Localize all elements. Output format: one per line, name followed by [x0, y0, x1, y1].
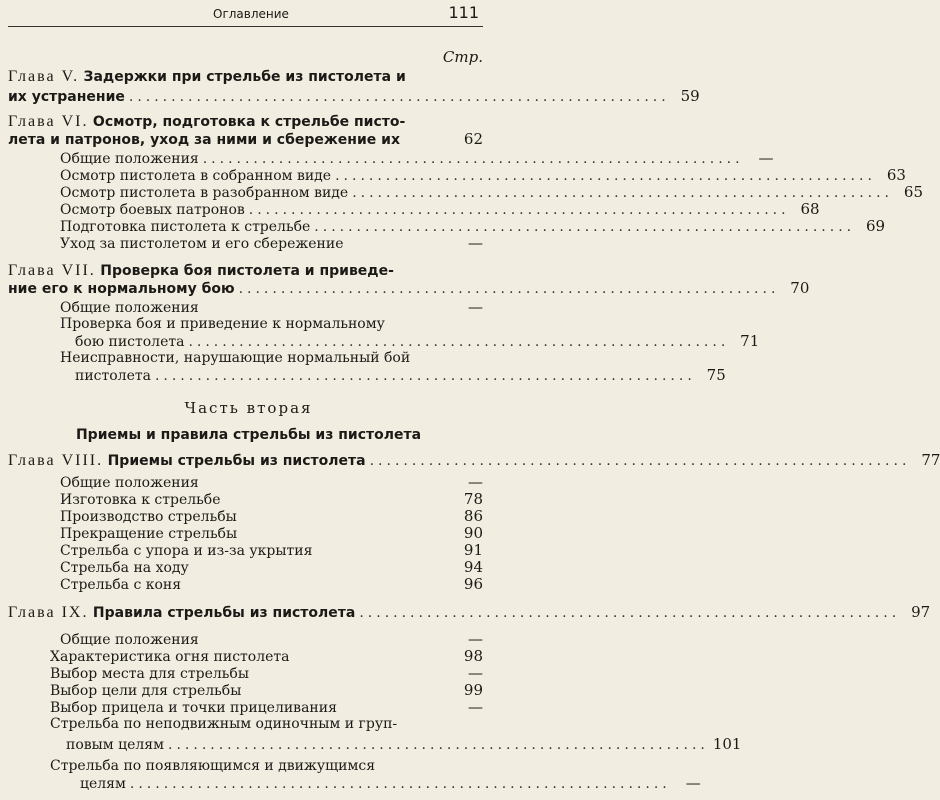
list-item: Изготовка к стрельбе 78 — [60, 490, 483, 508]
chapter-8-page: 77 — [921, 451, 940, 469]
list-item: Осмотр пистолета в разобранном виде ................................................................ 65 — [60, 183, 923, 201]
chapter-9-title: Глава IX. Правила стрельбы из пистолета ................................................................ 97 — [8, 603, 931, 621]
list-item: Уход за пистолетом и его сбережение — — [60, 234, 483, 252]
list-item: Выбор места для стрельбы — — [50, 664, 483, 682]
dot-leader: ................................................................ — [128, 89, 670, 105]
list-item: Стрельба с упора и из-за укрытия 91 — [60, 541, 483, 559]
chapter-7-title-line2: ние его к нормальному бою ................................................................ 70 — [8, 279, 810, 297]
chapter-5-title-line2: их устранение ................................................................ 59 — [8, 87, 700, 105]
list-item: Осмотр пистолета в собранном виде ................................................................ 63 — [60, 166, 906, 184]
chapter-6-page: 62 — [463, 130, 483, 148]
list-item-continuation: бою пистолета ................................................................ 71 — [75, 332, 760, 350]
chapter-9-page: 97 — [911, 603, 931, 621]
chapter-8-label: Глава VIII. — [8, 452, 104, 469]
list-item-continuation: повым целям ................................................................ 101 — [66, 735, 742, 753]
list-item: Подготовка пистолета к стрельбе ................................................................ 69 — [60, 217, 886, 235]
list-item: Стрельба по появляющимся и движущимся — [50, 758, 376, 774]
chapter-5-page: 59 — [680, 87, 700, 105]
part-subtitle: Приемы и правила стрельбы из пистолета — [75, 427, 422, 443]
list-item-continuation: пистолета ................................................................ 75 — [75, 366, 726, 384]
page-column-label: Стр. — [442, 48, 483, 66]
list-item-continuation: целям ................................................................ — — [80, 774, 701, 792]
list-item: Общие положения — — [60, 473, 483, 491]
page-number: 111 — [448, 3, 479, 22]
header-title: Оглавление — [213, 7, 289, 21]
list-item: Общие положения — — [60, 298, 483, 316]
list-item: Стрельба по неподвижным одиночным и груп- — [50, 716, 398, 732]
list-item: Неисправности, нарушающие нормальный бой — [60, 350, 411, 366]
list-item: Общие положения — — [60, 630, 483, 648]
chapter-5-title-line1: Глава V. Задержки при стрельбе из пистолета и — [8, 68, 406, 85]
list-item: Общие положения ................................................................ — — [60, 149, 774, 167]
chapter-8-title: Глава VIII. Приемы стрельбы из пистолета ................................................................ 77 — [8, 451, 940, 469]
chapter-9-label: Глава IX. — [8, 604, 89, 621]
list-item: Осмотр боевых патронов ................................................................ 68 — [60, 200, 820, 218]
chapter-6-title-line2: лета и патронов, уход за ними и сбережение их 62 — [8, 130, 483, 148]
list-item: Стрельба с коня 96 — [60, 575, 483, 593]
list-item: Прекращение стрельбы 90 — [60, 524, 483, 542]
list-item: Проверка боя и приведение к нормальному — [60, 316, 385, 332]
list-item: Характеристика огня пистолета 98 — [50, 647, 483, 665]
list-item: Производство стрельбы 86 — [60, 507, 483, 525]
chapter-7-title-line1: Глава VII. Проверка боя пистолета и приведе- — [8, 262, 394, 279]
list-item: Стрельба на ходу 94 — [60, 558, 483, 576]
chapter-6-label: Глава VI. — [8, 113, 89, 130]
list-item: Выбор цели для стрельбы 99 — [50, 681, 483, 699]
chapter-6-title-line1: Глава VI. Осмотр, подготовка к стрельбе писто- — [8, 113, 406, 130]
page-header — [8, 2, 483, 27]
list-item: Выбор прицела и точки прицеливания — — [50, 698, 483, 716]
part-heading: Часть вторая — [184, 399, 313, 417]
chapter-7-label: Глава VII. — [8, 262, 96, 279]
chapter-5-label: Глава V. — [8, 68, 80, 85]
chapter-7-page: 70 — [790, 279, 810, 297]
